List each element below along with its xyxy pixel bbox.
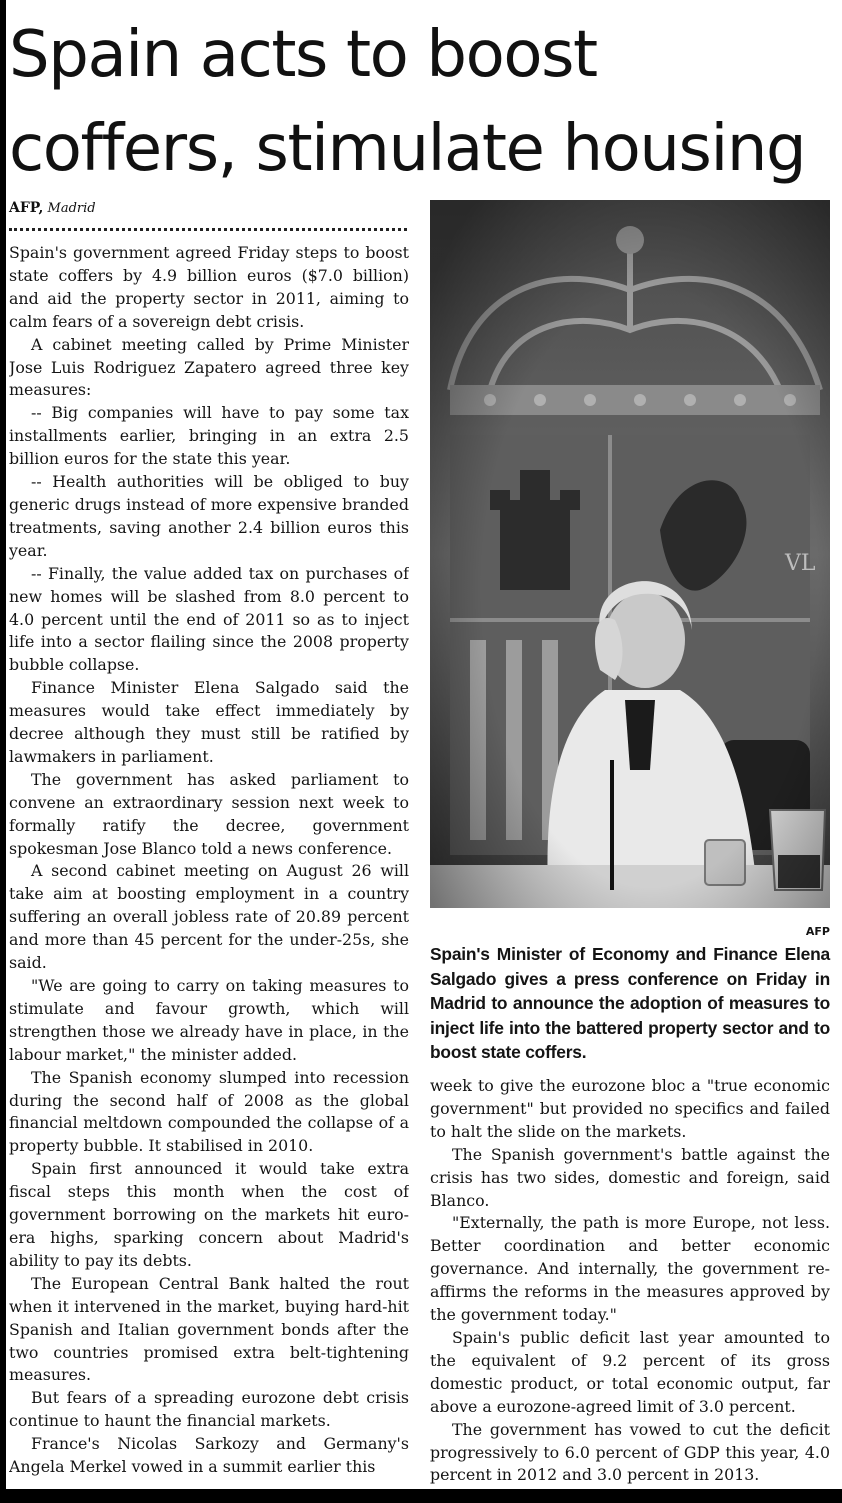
photo-credit: AFP [805,925,830,938]
page-left-border [0,0,6,1503]
paragraph: "We are going to carry on taking measures to stimulate and favour growth, which will strengthen those we already have in place, in the labour market," the minister added. [9,976,409,1064]
page-bottom-border [0,1489,842,1503]
photo-caption: Spain's Minister of Economy and Finance Elena Salgado gives a press conference on Friday in Madrid to announce the adoption of measures to inject life into the battered property sector and to boost state coffers. [430,944,830,1062]
dotted-divider [9,228,407,231]
byline [9,200,96,216]
paragraph: Spain's public deficit last year amounted to the equivalent of 9.2 percent of its gross domestic product, or total economic output, far above a eurozone-agreed limit of 3.0 percent. [430,1327,830,1416]
paragraph: A cabinet meeting called by Prime Minister Jose Luis Rodriguez Zapatero agreed three key measures: [9,334,409,400]
paragraph: -- Finally, the value added tax on purchases of new homes will be slashed from 8.0 percent to 4.0 percent until the end of 2011 so as to inject life into a sector flailing since the 2008 property bubble collapse. [9,563,409,675]
paragraph: Spain's government agreed Friday steps to boost state coffers by 4.9 billion euros ($7.0 billion) and aid the property sector in 2011, aiming to calm fears of a sovereign debt crisis. [9,243,409,331]
headline: Spain acts to boost coffers, stimulate housing [9,18,806,186]
paragraph: Spain first announced it would take extra fiscal steps this month when the cost of government borrowing on the markets hit euro-era highs, sparking concern about Madrid's ability to pay its debts. [9,1159,409,1270]
paragraph: The Spanish economy slumped into recession during the second half of 2008 as the global financial meltdown compounded the collapse of a property bubble. It stabilised in 2010. [9,1067,409,1156]
paragraph: A second cabinet meeting on August 26 will take aim at boosting employment in a country suffering an overall jobless rate of 20.89 percent and more than 45 percent for the under-25s, she said. [9,861,409,973]
paragraph: The European Central Bank halted the rout when it intervened in the market, buying hard-hit Spanish and Italian government bonds after the two countries promised extra belt-tightening measures. [9,1273,409,1385]
paragraph: week to give the eurozone bloc a "true economic government" but provided no specifics and failed to halt the slide on the markets. [430,1076,830,1141]
body-column-left [9,242,409,1482]
paragraph: The government has asked parliament to convene an extraordinary session next week to formally ratify the decree, government spokesman Jose Blanco told a news conference. [9,769,409,858]
paragraph: The Spanish government's battle against the crisis has two sides, domestic and foreign, said Blanco. [430,1144,830,1210]
byline-city: Madrid [47,201,96,216]
photo-icon [430,200,830,908]
paragraph: -- Health authorities will be obliged to buy generic drugs instead of more expensive branded treatments, saving another 2.4 billion euros this year. [9,472,409,560]
body-column-right [430,1075,830,1490]
paragraph: Finance Minister Elena Salgado said the measures would take effect immediately by decree although they must still be ratified by lawmakers in parliament. [9,678,409,766]
paragraph: -- Big companies will have to pay some tax installments earlier, bringing in an extra 2.5 billion euros for the state this year. [9,403,409,469]
paragraph: France's Nicolas Sarkozy and Germany's Angela Merkel vowed in a summit earlier this [9,1434,409,1477]
byline-agency: AFP, [9,200,44,216]
paragraph: But fears of a spreading eurozone debt crisis continue to haunt the financial markets. [9,1388,409,1431]
paragraph: "Externally, the path is more Europe, not less. Better coordination and better economic governance. And internally, the government re-affirms the reforms in the measures approved by the government today." [430,1213,830,1325]
paragraph: The government has vowed to cut the deficit progressively to 6.0 percent of GDP this year, 4.0 percent in 2012 and 3.0 percent in 2013. [430,1419,830,1485]
news-photo [430,200,830,908]
